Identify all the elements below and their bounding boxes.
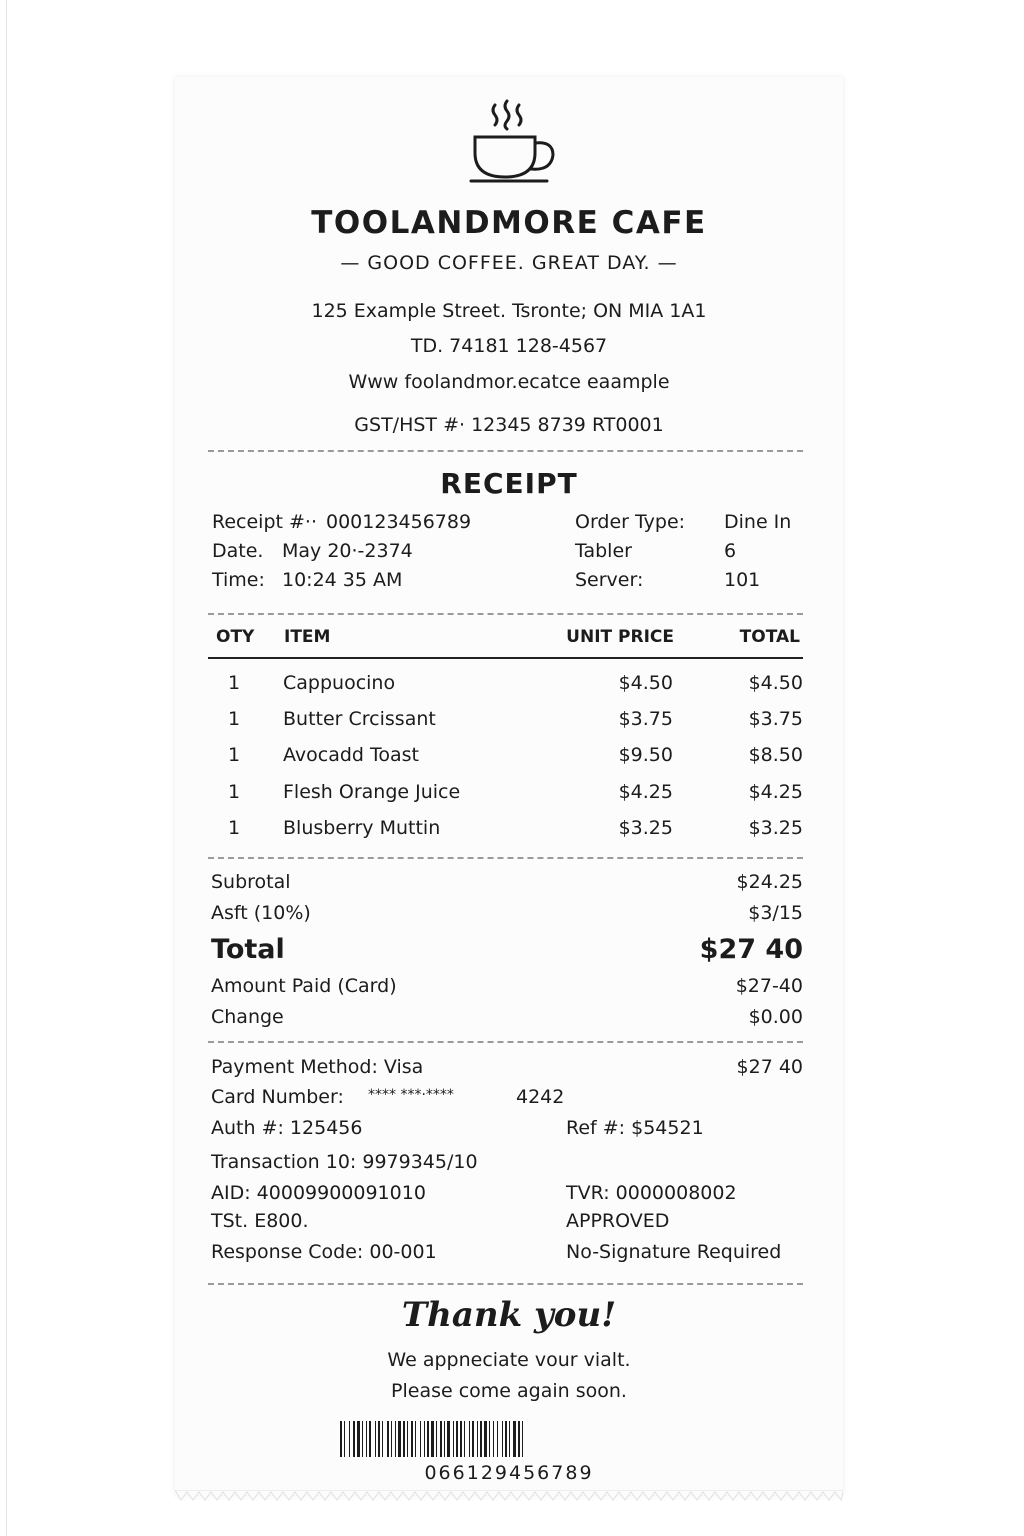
- barcode-bar: [484, 1421, 487, 1457]
- row-qty: 1: [228, 781, 241, 803]
- barcode-bar: [460, 1421, 462, 1457]
- barcode-bar: [489, 1421, 490, 1457]
- server-value: 101: [724, 569, 761, 591]
- change-label: Change: [211, 1006, 284, 1028]
- table-header-rule: [208, 657, 803, 659]
- barcode-bar: [464, 1421, 465, 1457]
- barcode-bar: [518, 1421, 520, 1457]
- barcode-bar: [522, 1421, 523, 1457]
- row-qty: 1: [228, 708, 241, 730]
- barcode-bar: [403, 1421, 405, 1457]
- payment-method: Payment Method: Visa: [211, 1056, 424, 1078]
- thank-you-message: Thank you!: [401, 1295, 617, 1335]
- row-unit-price: $4.25: [618, 781, 673, 803]
- amount-paid-label: Amount Paid (Card): [211, 975, 397, 997]
- column-header-qty: OTY: [216, 627, 255, 647]
- row-unit-price: $4.50: [618, 672, 673, 694]
- row-total: $4.25: [748, 781, 803, 803]
- card-number-mask: **** ***·****: [368, 1087, 454, 1103]
- divider: [208, 1041, 803, 1043]
- row-qty: 1: [228, 817, 241, 839]
- ref-number: Ref #: $54521: [566, 1117, 704, 1139]
- barcode-bar: [362, 1421, 363, 1457]
- cafe-phone: TD. 74181 128-4567: [410, 335, 608, 357]
- cafe-address: 125 Example Street. Tsronte; ON MIA 1A1: [311, 300, 707, 322]
- barcode-bar: [420, 1421, 421, 1457]
- transaction-id: Transaction 10: 9979345/10: [211, 1151, 478, 1173]
- barcode-bar: [469, 1421, 470, 1457]
- barcode: [340, 1421, 680, 1457]
- row-item: Blusberry Muttin: [283, 817, 441, 839]
- row-unit-price: $3.25: [618, 817, 673, 839]
- row-total: $8.50: [748, 744, 803, 766]
- date-value: May 20·-2374: [282, 540, 413, 562]
- barcode-bar: [375, 1421, 376, 1457]
- barcode-bar: [366, 1421, 367, 1457]
- row-qty: 1: [228, 672, 241, 694]
- time-label: Time:: [212, 569, 265, 591]
- date-label: Date.: [212, 540, 264, 562]
- cafe-tagline: — GOOD COFFEE. GREAT DAY. —: [340, 252, 678, 274]
- signature-note: No-Signature Required: [566, 1241, 782, 1263]
- divider: [208, 450, 803, 452]
- cafe-website: Www foolandmor.ecatce eaample: [348, 371, 670, 393]
- torn-edge: [175, 1490, 843, 1504]
- column-header-item: ITEM: [284, 627, 331, 647]
- barcode-bar: [344, 1421, 345, 1457]
- barcode-bar: [453, 1421, 454, 1457]
- tax-label: Asft (10%): [211, 902, 311, 924]
- server-label: Server:: [575, 569, 644, 591]
- payment-method-amount: $27 40: [736, 1056, 803, 1078]
- barcode-bar: [477, 1421, 478, 1457]
- change-value: $0.00: [748, 1006, 803, 1028]
- subtotal-label: Subrotal: [211, 871, 291, 893]
- barcode-bar: [411, 1421, 413, 1457]
- row-item: Cappuocino: [283, 672, 396, 694]
- order-type-label: Order Type:: [575, 511, 686, 533]
- tax-id: GST/HST #· 12345 8739 RT0001: [354, 414, 664, 436]
- barcode-bar: [509, 1421, 510, 1457]
- barcode-bar: [427, 1421, 429, 1457]
- barcode-bar: [378, 1421, 380, 1457]
- barcode-bar: [505, 1421, 507, 1457]
- total-label: Total: [211, 934, 285, 965]
- barcode-bar: [415, 1421, 416, 1457]
- barcode-bar: [340, 1421, 342, 1457]
- barcode-bar: [398, 1421, 401, 1457]
- response-code: Response Code: 00-001: [211, 1241, 437, 1263]
- barcode-bar: [456, 1421, 458, 1457]
- barcode-bar: [369, 1421, 371, 1457]
- row-total: $4.50: [748, 672, 803, 694]
- barcode-bar: [497, 1421, 498, 1457]
- barcode-bar: [391, 1421, 392, 1457]
- barcode-number: 066129456789: [424, 1462, 594, 1484]
- row-unit-price: $9.50: [618, 744, 673, 766]
- aid: AID: 40009900091010: [211, 1182, 426, 1204]
- table-value: 6: [724, 540, 737, 562]
- row-unit-price: $3.75: [618, 708, 673, 730]
- barcode-bar: [395, 1421, 396, 1457]
- divider: [208, 1283, 803, 1285]
- table-label: Tabler: [575, 540, 632, 562]
- barcode-bar: [382, 1421, 383, 1457]
- total-value: $27 40: [699, 934, 803, 965]
- coffee-cup-icon: [465, 99, 555, 184]
- cafe-name: TOOLANDMORE CAFE: [311, 205, 707, 241]
- barcode-bar: [502, 1421, 503, 1457]
- subtotal-value: $24.25: [736, 871, 803, 893]
- barcode-bar: [444, 1421, 445, 1457]
- tsi: TSt. E800.: [211, 1210, 309, 1232]
- order-type-value: Dine In: [724, 511, 792, 533]
- card-number-label: Card Number:: [211, 1086, 344, 1108]
- receipt-title: RECEIPT: [440, 467, 578, 500]
- approval-status: APPROVED: [566, 1210, 670, 1232]
- barcode-bar: [447, 1421, 450, 1457]
- barcode-bar: [424, 1421, 425, 1457]
- time-value: 10:24 35 AM: [282, 569, 403, 591]
- barcode-bar: [431, 1421, 434, 1457]
- row-total: $3.75: [748, 708, 803, 730]
- row-item: Flesh Orange Juice: [283, 781, 461, 803]
- column-header-total: TOTAL: [739, 627, 800, 647]
- divider: [208, 857, 803, 859]
- footer-line-2: Please come again soon.: [391, 1380, 627, 1402]
- barcode-bar: [440, 1421, 442, 1457]
- footer-line-1: We appneciate vour vialt.: [387, 1349, 631, 1371]
- barcode-bar: [353, 1421, 355, 1457]
- column-header-unit-price: UNIT PRICE: [566, 627, 674, 647]
- barcode-bar: [493, 1421, 494, 1457]
- barcode-bar: [480, 1421, 482, 1457]
- barcode-bar: [436, 1421, 437, 1457]
- tvr: TVR: 0000008002: [566, 1182, 737, 1204]
- tax-value: $3/15: [748, 902, 803, 924]
- card-number-last4: 4242: [516, 1086, 565, 1108]
- receipt-number-label: Receipt #··: [212, 511, 318, 533]
- barcode-bar: [513, 1421, 516, 1457]
- row-item: Butter Crcissant: [283, 708, 436, 730]
- page-edge-line: [6, 0, 7, 1536]
- row-qty: 1: [228, 744, 241, 766]
- amount-paid-value: $27-40: [735, 975, 803, 997]
- barcode-bar: [407, 1421, 408, 1457]
- receipt-number-value: 000123456789: [326, 511, 472, 533]
- barcode-bar: [387, 1421, 389, 1457]
- barcode-bar: [357, 1421, 360, 1457]
- auth-code: Auth #: 125456: [211, 1117, 363, 1139]
- row-item: Avocadd Toast: [283, 744, 419, 766]
- barcode-bar: [472, 1421, 474, 1457]
- divider: [208, 613, 803, 615]
- receipt-paper: [175, 77, 843, 1495]
- barcode-bar: [349, 1421, 350, 1457]
- row-total: $3.25: [748, 817, 803, 839]
